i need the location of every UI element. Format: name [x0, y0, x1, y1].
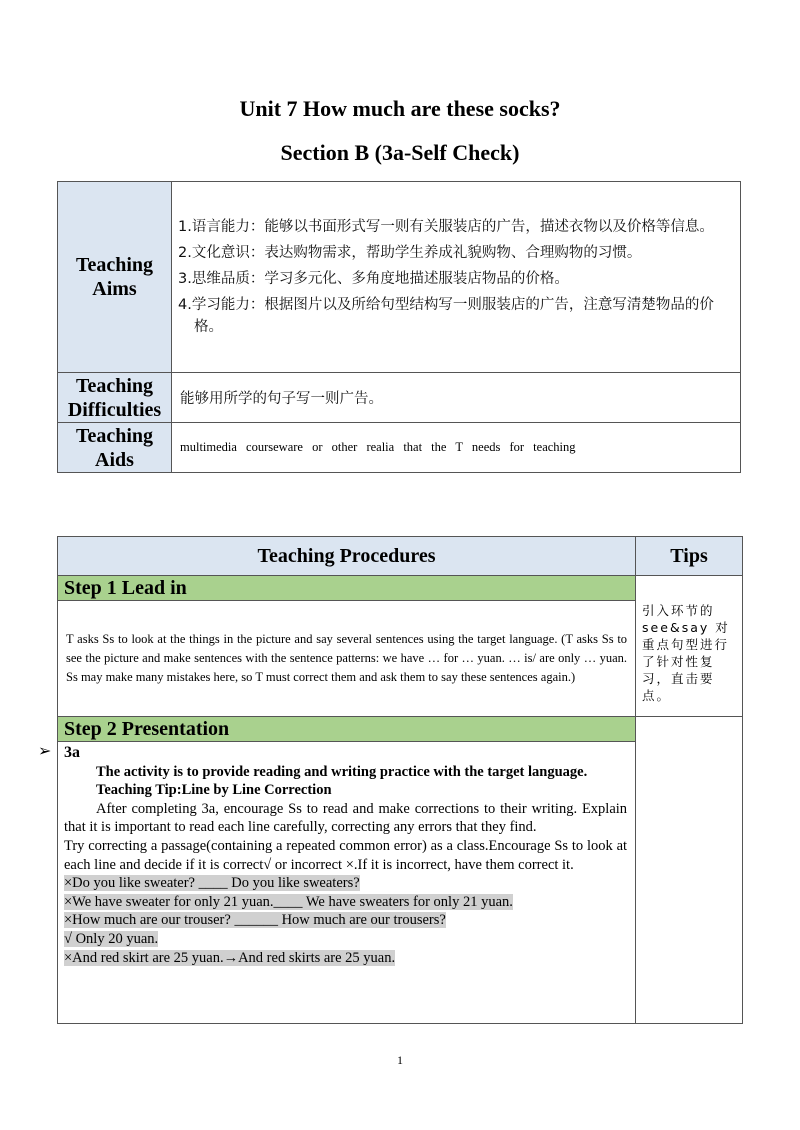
document-subtitle: Section B (3a-Self Check)	[280, 140, 520, 165]
step2-tip-cell	[636, 717, 743, 1024]
section-3a-label: 3a	[64, 744, 80, 761]
correction-text: ×We have sweater for only 21 yuan.____ We have sweaters for only 21 yuan.	[64, 893, 513, 910]
paragraph-1: After completing 3a, encourage Ss to read and make corrections to their writing. Explain that it is important to read each line carefully, correcting any errors that they find.	[64, 800, 628, 836]
aim-item: 2.文化意识：表达购物需求，帮助学生养成礼貌购物、合理购物的习惯。	[178, 244, 642, 261]
correction-line	[64, 911, 627, 930]
correction-text: ×And red skirt are 25 yuan.→And red skirts are 25 yuan.	[64, 949, 396, 966]
correction-text: ×How much are our trouser? ______ How much are our trousers?	[64, 912, 446, 929]
document-title: Unit 7 How much are these socks?	[239, 96, 561, 121]
step2-title: Step 2 Presentation	[58, 717, 636, 742]
correction-line	[64, 930, 627, 949]
page-number: 1	[397, 1053, 403, 1067]
correction-text: √ Only 20 yuan.	[64, 930, 159, 947]
teaching-aims-table	[57, 181, 741, 473]
aims-list	[172, 182, 741, 373]
activity-description: The activity is to provide reading and writing practice with the target language.	[96, 763, 588, 780]
aim-item: 4.学习能力：根据图片以及所给句型结构写一则服装店的广告，注意写清楚物品的价格。	[178, 296, 714, 335]
correction-line	[64, 874, 627, 893]
difficulties-label: Teaching Difficulties	[58, 373, 172, 423]
teaching-procedures-table	[57, 536, 743, 1024]
aim-item: 3.思维品质：学习多元化、多角度地描述服装店物品的价格。	[178, 270, 569, 287]
procedures-header: Teaching Procedures	[58, 537, 636, 576]
teaching-tip-heading: Teaching Tip:Line by Line Correction	[96, 782, 332, 799]
step1-title: Step 1 Lead in	[58, 576, 636, 601]
step1-tip: 引入环节的 see&say 对重点句型进行了针对性复习，直击要点。	[636, 576, 743, 717]
tips-header: Tips	[636, 537, 743, 576]
bullet-arrow-icon: ➢	[38, 743, 52, 760]
correction-text: ×Do you like sweater? ____ Do you like sweaters?	[64, 875, 360, 892]
step1-text: T asks Ss to look at the things in the picture and say several sentences using the target language. (T asks Ss to see the picture and make sentences with the sentence patterns: we have … for … yuan. … is/ are only … yuan. Ss may make many mistakes here, so T must correct them and ask them to say these sentences again.)	[58, 601, 636, 717]
step2-content	[58, 742, 636, 1024]
paragraph-2: Try correcting a passage(containing a repeated common error) as a class.Encourage Ss to look at each line and decide if it is correct√ or incorrect ×.If it is incorrect, have them correct it.	[64, 837, 628, 873]
aims-label: Teaching Aims	[58, 182, 172, 373]
aids-text: multimedia courseware or other realia that the T needs for teaching	[172, 423, 741, 473]
correction-line	[64, 949, 627, 968]
correction-line	[64, 893, 627, 912]
aim-item: 1.语言能力：能够以书面形式写一则有关服装店的广告，描述衣物以及价格等信息。	[178, 218, 714, 235]
aids-label: Teaching Aids	[58, 423, 172, 473]
difficulties-text: 能够用所学的句子写一则广告。	[172, 373, 741, 423]
